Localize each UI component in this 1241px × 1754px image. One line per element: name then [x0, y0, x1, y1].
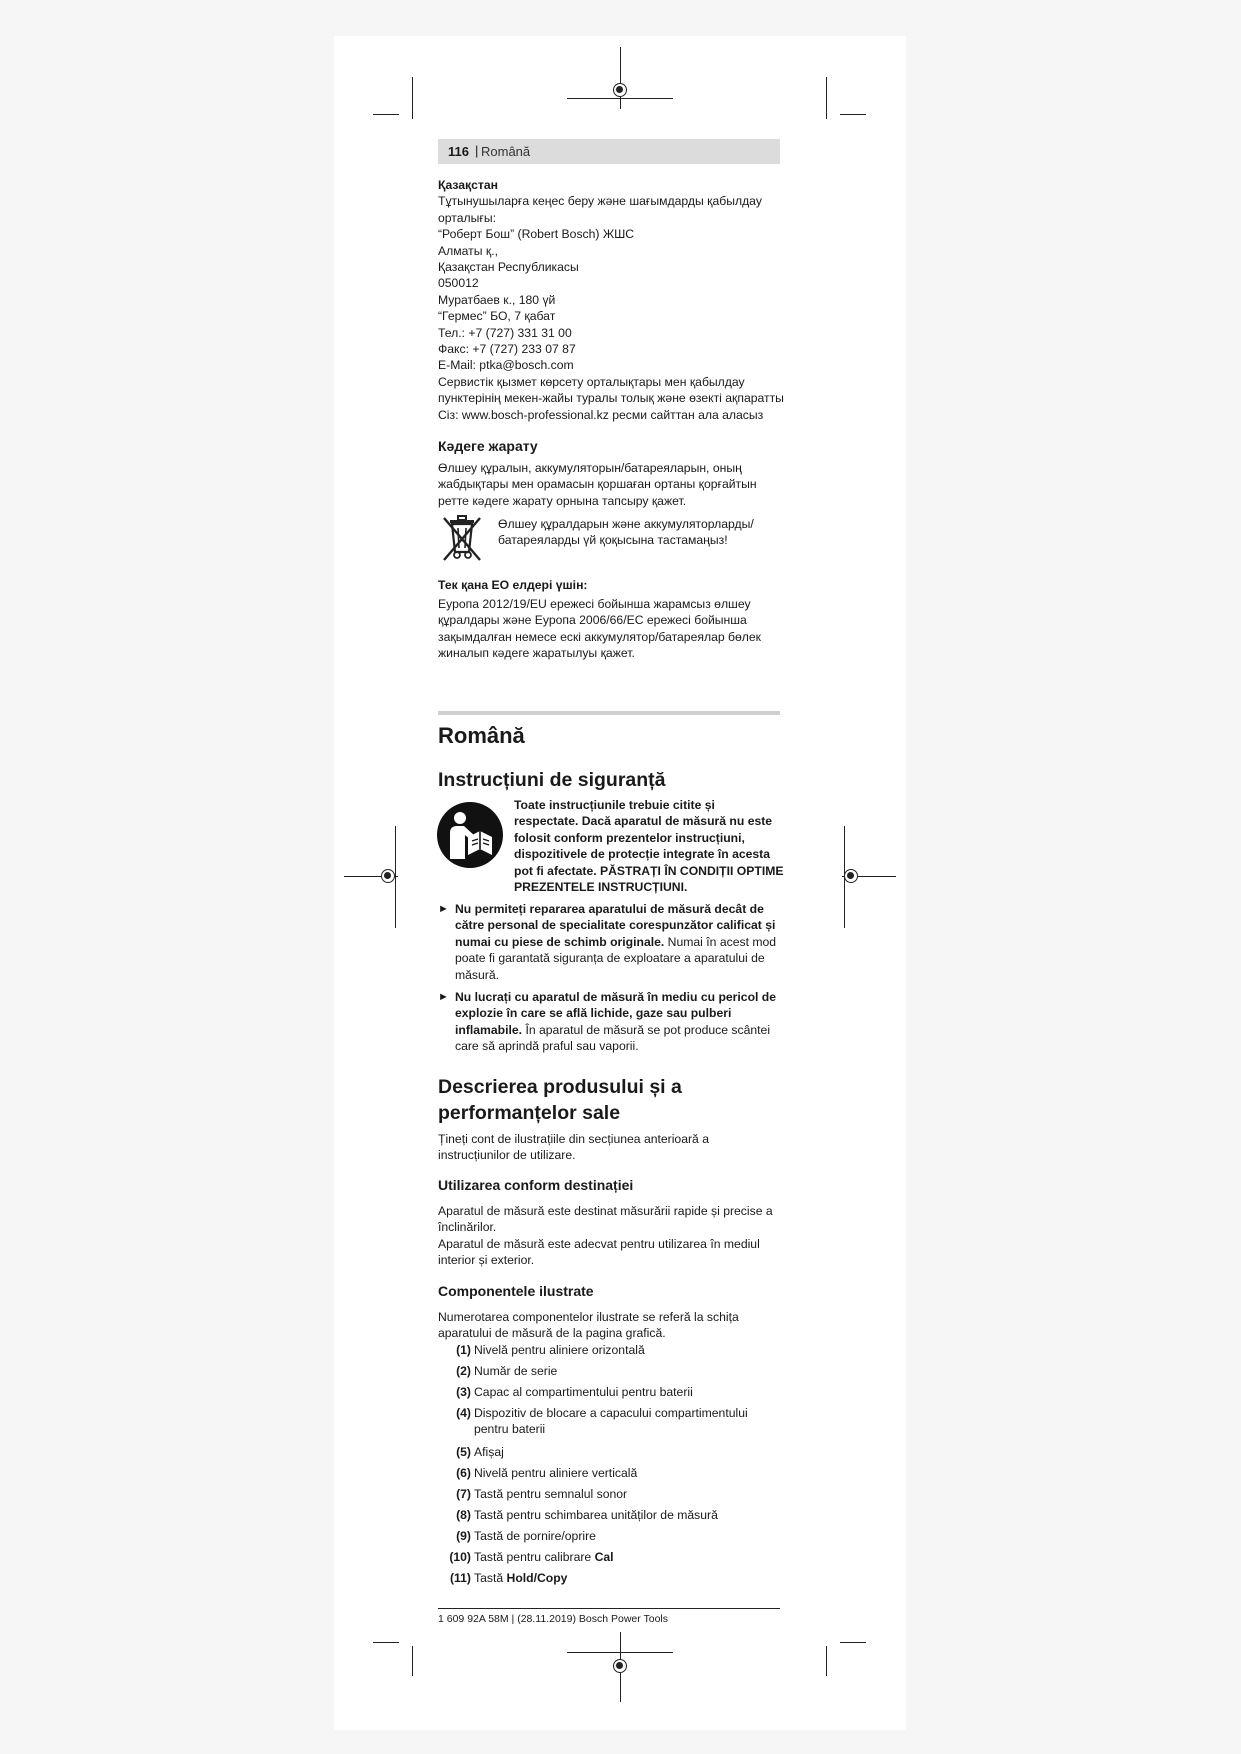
- component-number: (8): [456, 1508, 471, 1522]
- component-label: Tastă Hold/Copy: [474, 1571, 568, 1585]
- component-item: [438, 1528, 780, 1544]
- kz-contact-line: Муратбаев к., 180 үй: [438, 292, 556, 307]
- component-label: Tastă de pornire/oprire: [474, 1529, 596, 1543]
- header-separator: |: [475, 143, 479, 158]
- component-number: (4): [456, 1406, 471, 1420]
- ro-product-heading: Descrierea produsului și a performanțelor sale: [438, 1076, 682, 1124]
- kz-eu-paragraph: Еуропа 2012/19/EU ережесі бойынша жарамсыз өлшеу құралдары және Еуропа 2006/66/EC ережесі бойынша зақымдалған немесе ескі аккумулятор/батареялар бөлек жиналып кәдеге жаратылуы қажет.: [438, 597, 761, 661]
- component-label: Nivelă pentru aliniere orizontală: [474, 1343, 645, 1357]
- section-divider: [438, 711, 780, 715]
- ro-usage-text: Aparatul de măsură este destinat măsurării rapide și precise a înclinărilor. Aparatul de măsură este adecvat pentru utilizarea în mediul interior și exterior.: [438, 1204, 773, 1268]
- kz-contact-line: Тел.: +7 (727) 331 31 00: [438, 325, 572, 340]
- kz-contact-line: Факс: +7 (727) 233 07 87: [438, 342, 576, 357]
- component-label: Tastă pentru semnalul sonor: [474, 1487, 628, 1501]
- read-manual-icon: [436, 801, 504, 869]
- ro-components-heading: Componentele ilustrate: [438, 1283, 594, 1299]
- bullet-arrow-icon: ►: [438, 991, 449, 1003]
- ro-safety-intro: Toate instrucțiunile trebuie citite și respectate. Dacă aparatul de măsură nu este folosit conform prezentelor instrucțiuni, dispozitivele de protecție integrate în acesta pot fi afectate. PĂSTRAȚI ÎN CONDIȚII OPTIME PREZENTELE INSTRUCȚIUNI.: [514, 798, 784, 895]
- kz-contact-line: Сервистік қызмет көрсету орталықтары мен қабылдау: [438, 374, 745, 389]
- component-number: (11): [449, 1571, 471, 1585]
- component-label: Nivelă pentru aliniere verticală: [474, 1466, 638, 1480]
- component-label: pentru baterii: [474, 1422, 546, 1437]
- component-item: [438, 1465, 780, 1481]
- kz-country-heading: Қазақстан: [438, 178, 499, 192]
- component-item: [438, 1549, 780, 1565]
- component-label: Tastă pentru calibrare Cal: [474, 1550, 614, 1564]
- component-number: (7): [456, 1487, 471, 1501]
- component-item: [438, 1444, 780, 1460]
- component-item: [438, 1384, 780, 1400]
- ro-product-intro: Țineți cont de ilustrațiile din secțiunea anterioară a instrucțiunilor de utilizare.: [438, 1132, 709, 1163]
- component-number: (3): [456, 1385, 471, 1399]
- kz-contact-line: “Роберт Бош” (Robert Bosch) ЖШС: [438, 227, 635, 242]
- kz-contact-line: орталығы:: [438, 210, 496, 225]
- component-label: Capac al compartimentului pentru baterii: [474, 1385, 693, 1399]
- component-item: [438, 1486, 780, 1502]
- ro-components-intro: Numerotarea componentelor ilustrate se referă la schița aparatului de măsură de la pagina grafică.: [438, 1310, 739, 1341]
- component-number: (10): [449, 1550, 471, 1564]
- component-number: (1): [456, 1343, 471, 1357]
- kz-disposal-paragraph: Өлшеу құралын, аккумуляторын/батареяларын, оның жабдықтары мен орамасын қоршаған ортаны қорғайтын ретте кәдеге жарату орнына тапсыру қажет.: [438, 461, 757, 508]
- kz-contact-line: Сіз: www.bosch-professional.kz ресми сайттан ала аласыз: [438, 407, 764, 422]
- bullet-arrow-icon: ►: [438, 903, 449, 915]
- kz-contact-line: Алматы қ.,: [438, 243, 498, 258]
- header-language: Română: [481, 144, 531, 159]
- page-number: 116: [448, 144, 469, 159]
- ro-title: Română: [438, 723, 525, 748]
- component-item: [438, 1405, 780, 1438]
- component-label: Tastă pentru schimbarea unităților de măsură: [474, 1508, 718, 1522]
- page-header: [438, 139, 780, 164]
- kz-contact-line: “Гермес” БО, 7 қабат: [438, 309, 556, 324]
- component-label: Număr de serie: [474, 1364, 558, 1378]
- kz-disposal-heading: Кәдеге жарату: [438, 438, 538, 454]
- component-item: [438, 1507, 780, 1523]
- component-number: (2): [456, 1364, 471, 1378]
- crossed-bin-icon: [438, 512, 486, 564]
- kz-bin-note: Өлшеу құралдарын және аккумуляторларды/ батареяларды үй қоқысына тастамаңыз!: [498, 517, 754, 548]
- kz-contact-line: Тұтынушыларға кеңес беру және шағымдарды қабылдау: [438, 194, 762, 209]
- component-number: (6): [456, 1466, 471, 1480]
- footer-rule: [438, 1608, 780, 1609]
- ro-safety-heading: Instrucțiuni de siguranță: [438, 769, 666, 791]
- component-label: Dispozitiv de blocare a capacului compartimentului: [474, 1406, 748, 1420]
- kz-contact-line: E-Mail: ptka@bosch.com: [438, 358, 574, 373]
- component-number: (5): [456, 1445, 471, 1459]
- component-item: [438, 1363, 780, 1379]
- component-item: [438, 1570, 780, 1586]
- footer-text: 1 609 92A 58M | (28.11.2019) Bosch Power Tools: [438, 1613, 668, 1625]
- ro-usage-heading: Utilizarea conform destinației: [438, 1177, 634, 1193]
- kz-eu-heading: Тек қана ЕО елдері үшін:: [438, 578, 588, 592]
- kz-contact-line: 050012: [438, 276, 479, 291]
- component-number: (9): [456, 1529, 471, 1543]
- kz-contact-line: Қазақстан Республикасы: [438, 260, 579, 275]
- component-item: [438, 1342, 780, 1358]
- kz-contact-block: [438, 177, 784, 423]
- kz-contact-line: пунктерінің мекен-жайы туралы толық және өзекті ақпаратты: [438, 391, 784, 406]
- component-label: Afișaj: [474, 1445, 504, 1459]
